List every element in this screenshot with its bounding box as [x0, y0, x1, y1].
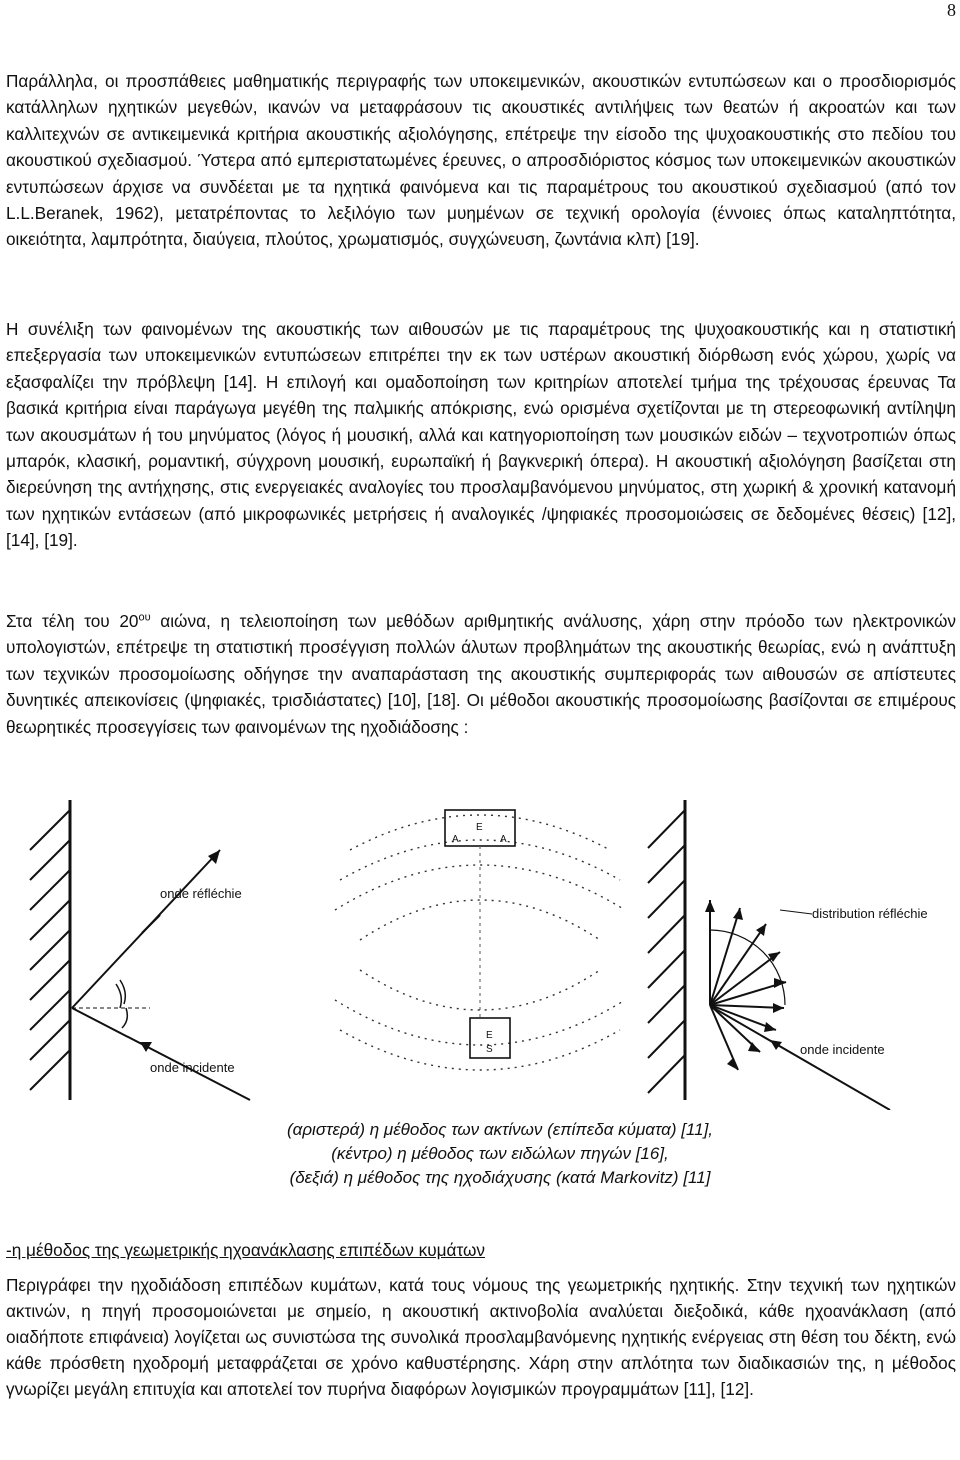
incident-arrowhead	[140, 1042, 152, 1052]
wall-hatching	[30, 810, 70, 1090]
paragraph-convolution: Η συνέλιξη των φαινομένων της ακουστικής των αιθουσών με τις παραμέτρους της ψυχοακουστικής και η στατιστική επεξεργασία των υποκειμενικών εντυπώσεων επιτρέπει την εκ των υστέρων ακουστική διόρθωση ενός χώρου, χωρίς να εξασφαλίζει την πρόβλεψη [14]. Η επιλογή και ομαδοποίηση των κριτηρίων αποτελεί τμήμα της τρέχουσας έρευνας Τα βασικά κριτήρια είναι παράγωγα μεγέθη της παλμικής απόκρισης, ενώ ορισμένα σχετίζονται με τη στερεοφωνική αντίληψη των ακουσμάτων ή του μηνύματος (λόγος ή μουσική, αλλά και κατηγοριοποίηση των μουσικών ειδών – τεχνοτροπιών όπως μπαρόκ, κλασική, ρομαντική, σύγχρονη μουσική, ευρωπαϊκή ή βαγκνερική όπερα). Η ακουστική αξιολόγηση βασίζεται στη διερεύνηση της αντήχησης, στις ενεργειακές αναλογίες του προσλαμβανόμενου μηνύματος, στη χωρική & χρονική κατανομή των ηχητικών εντάσεων (από μικροφωνικές μετρήσεις ή αναλογικές /ψηφιακές προσομοιώσεις σε δεδομένες θέσεις) [12], [14], [19].	[6, 319, 956, 551]
top-letter-e: E	[476, 822, 483, 833]
caption-line-center: (κέντρο) η μέθοδος των ειδώλων πηγών [16],	[331, 1144, 669, 1163]
figure-diffusion-method	[640, 790, 960, 1110]
reflected-distribution-label: distribution réfléchie	[812, 906, 928, 921]
incident-ray	[72, 1008, 250, 1100]
figure-ray-method	[10, 790, 290, 1110]
paragraph-geometric-method: Περιγράφει την ηχοδιάδοση επιπέδων κυμάτων, κατά τους νόμους της γεωμετρικής ηχητικής. Στην τεχνική των ηχητικών ακτινών, η πηγή προσομοιώνεται με σημείο, η ακουστική ακτινοβολία αναλύεται διεξοδικά, κάθε ηχοανάκλαση (από οιαδήποτε επιφάνεια) λογίζεται ως συνιστώσα της συνολικά προσλαμβανόμενης ηχητικής ενέργειας στη θέση του δέκτη, ενώ κάθε πρόσθετη ηχοδρομή μεταφράζεται σε χρόνο καθυστέρησης. Χάρη στην απλότητα των διαδικασιών της, η μέθοδος γνωρίζει μεγάλη επιτυχία και αποτελεί τον πυρήνα διαφόρων λογισμικών προγραμμάτων [11], [12].	[6, 1275, 956, 1399]
top-letter-a2: A	[500, 834, 507, 845]
image-source-diagram	[330, 790, 630, 1110]
reflected-wave-label: onde réfléchie	[160, 886, 242, 901]
p3-text-after: αιώνα, η τελειοποίηση των μεθόδων αριθμητικής ανάλυσης, χάρη στην πρόοδο των ηλεκτρονικών υπολογιστών, επέτρεψε τη στατιστική προσέγγιση πολλών άλυτων προβλημάτων της ακουστικής θεωρίας, ενώ η ανάπτυξη των τεχνικών προσομοίωσης οδήγησε την αναπαράσταση της ακουστικής συμπεριφοράς των αιθουσών σε απίστευτες δυνητικές απεικονίσεις (ψηφιακές, τρισδιάστατες) [10], [18]. Οι μέθοδοι ακουστικής προσομοίωσης βασίζονται σε επιμέρους θεωρητικές προσεγγίσεις των φαινομένων της ηχοδιάδοσης :	[6, 611, 956, 737]
bottom-letter-e: E	[486, 1030, 493, 1041]
figure-image-source-method	[330, 790, 630, 1110]
caption-line-right: (δεξιά) η μέθοδος της ηχοδιάχυσης (κατά Markovitz) [11]	[289, 1168, 711, 1187]
section-heading: -η μέθοδος της γεωμετρικής ηχοανάκλασης επιπέδων κυμάτων	[6, 1240, 486, 1260]
ray-method-diagram	[10, 790, 290, 1110]
page-number: 8	[947, 0, 956, 20]
paragraph-numerical-methods	[6, 608, 956, 740]
wall-hatching	[648, 810, 685, 1093]
figure-row	[0, 790, 960, 1110]
caption-line-left: (αριστερά) η μέθοδος των ακτίνων (επίπεδα κύματα) [11],	[286, 1120, 714, 1139]
p3-text-before: Στα τέλη του 20	[6, 611, 139, 631]
incident-arrowhead	[770, 1040, 782, 1050]
incident-wave-label: onde incidente	[800, 1042, 885, 1057]
wavefront-arcs-top	[335, 815, 625, 940]
wavefront-arcs-bottom	[335, 970, 625, 1070]
incident-ray	[712, 1007, 890, 1110]
figure-caption	[200, 1118, 800, 1190]
bottom-letter-s: S	[486, 1044, 493, 1055]
incident-wave-label: onde incidente	[150, 1060, 235, 1075]
top-letter-a1: A	[452, 834, 459, 845]
diffusion-diagram	[640, 790, 960, 1110]
paragraph-psychoacoustics: Παράλληλα, οι προσπάθειες μαθηματικής περιγραφής των υποκειμενικών, ακουστικών εντυπώσεων και ο προσδιορισμός κατάλληλων ηχητικών μεγεθών, ικανών να μεταφράσουν τις ακουστικές αντιλήψεις των θεατών ή ακροατών και των καλλιτεχνών σε αντικειμενικά κριτήρια ακουστικής αξιολόγησης, επέτρεψε την είσοδο της ψυχοακουστικής στο πεδίου του ακουστικού σχεδιασμού. Ύστερα από εμπεριστατωμένες έρευνες, ο απροσδιόριστος κόσμος των υποκειμενικών ακουστικών εντυπώσεων άρχισε να συνδέεται με τα ηχητικά φαινόμενα και τις παραμέτρους του ακουστικού σχεδιασμού (από τον L.L.Beranek, 1962), μετατρέποντας το λεξιλόγιο των μυημένων σε τεχνική ορολογία (έννοιες όπως καταληπτότητα, οικειότητα, λαμπρότητα, διαύγεια, πλούτος, χρωματισμός, συγχώνευση, ζωντάνια κλπ) [19].	[6, 71, 956, 250]
p3-superscript: ου	[138, 611, 151, 624]
